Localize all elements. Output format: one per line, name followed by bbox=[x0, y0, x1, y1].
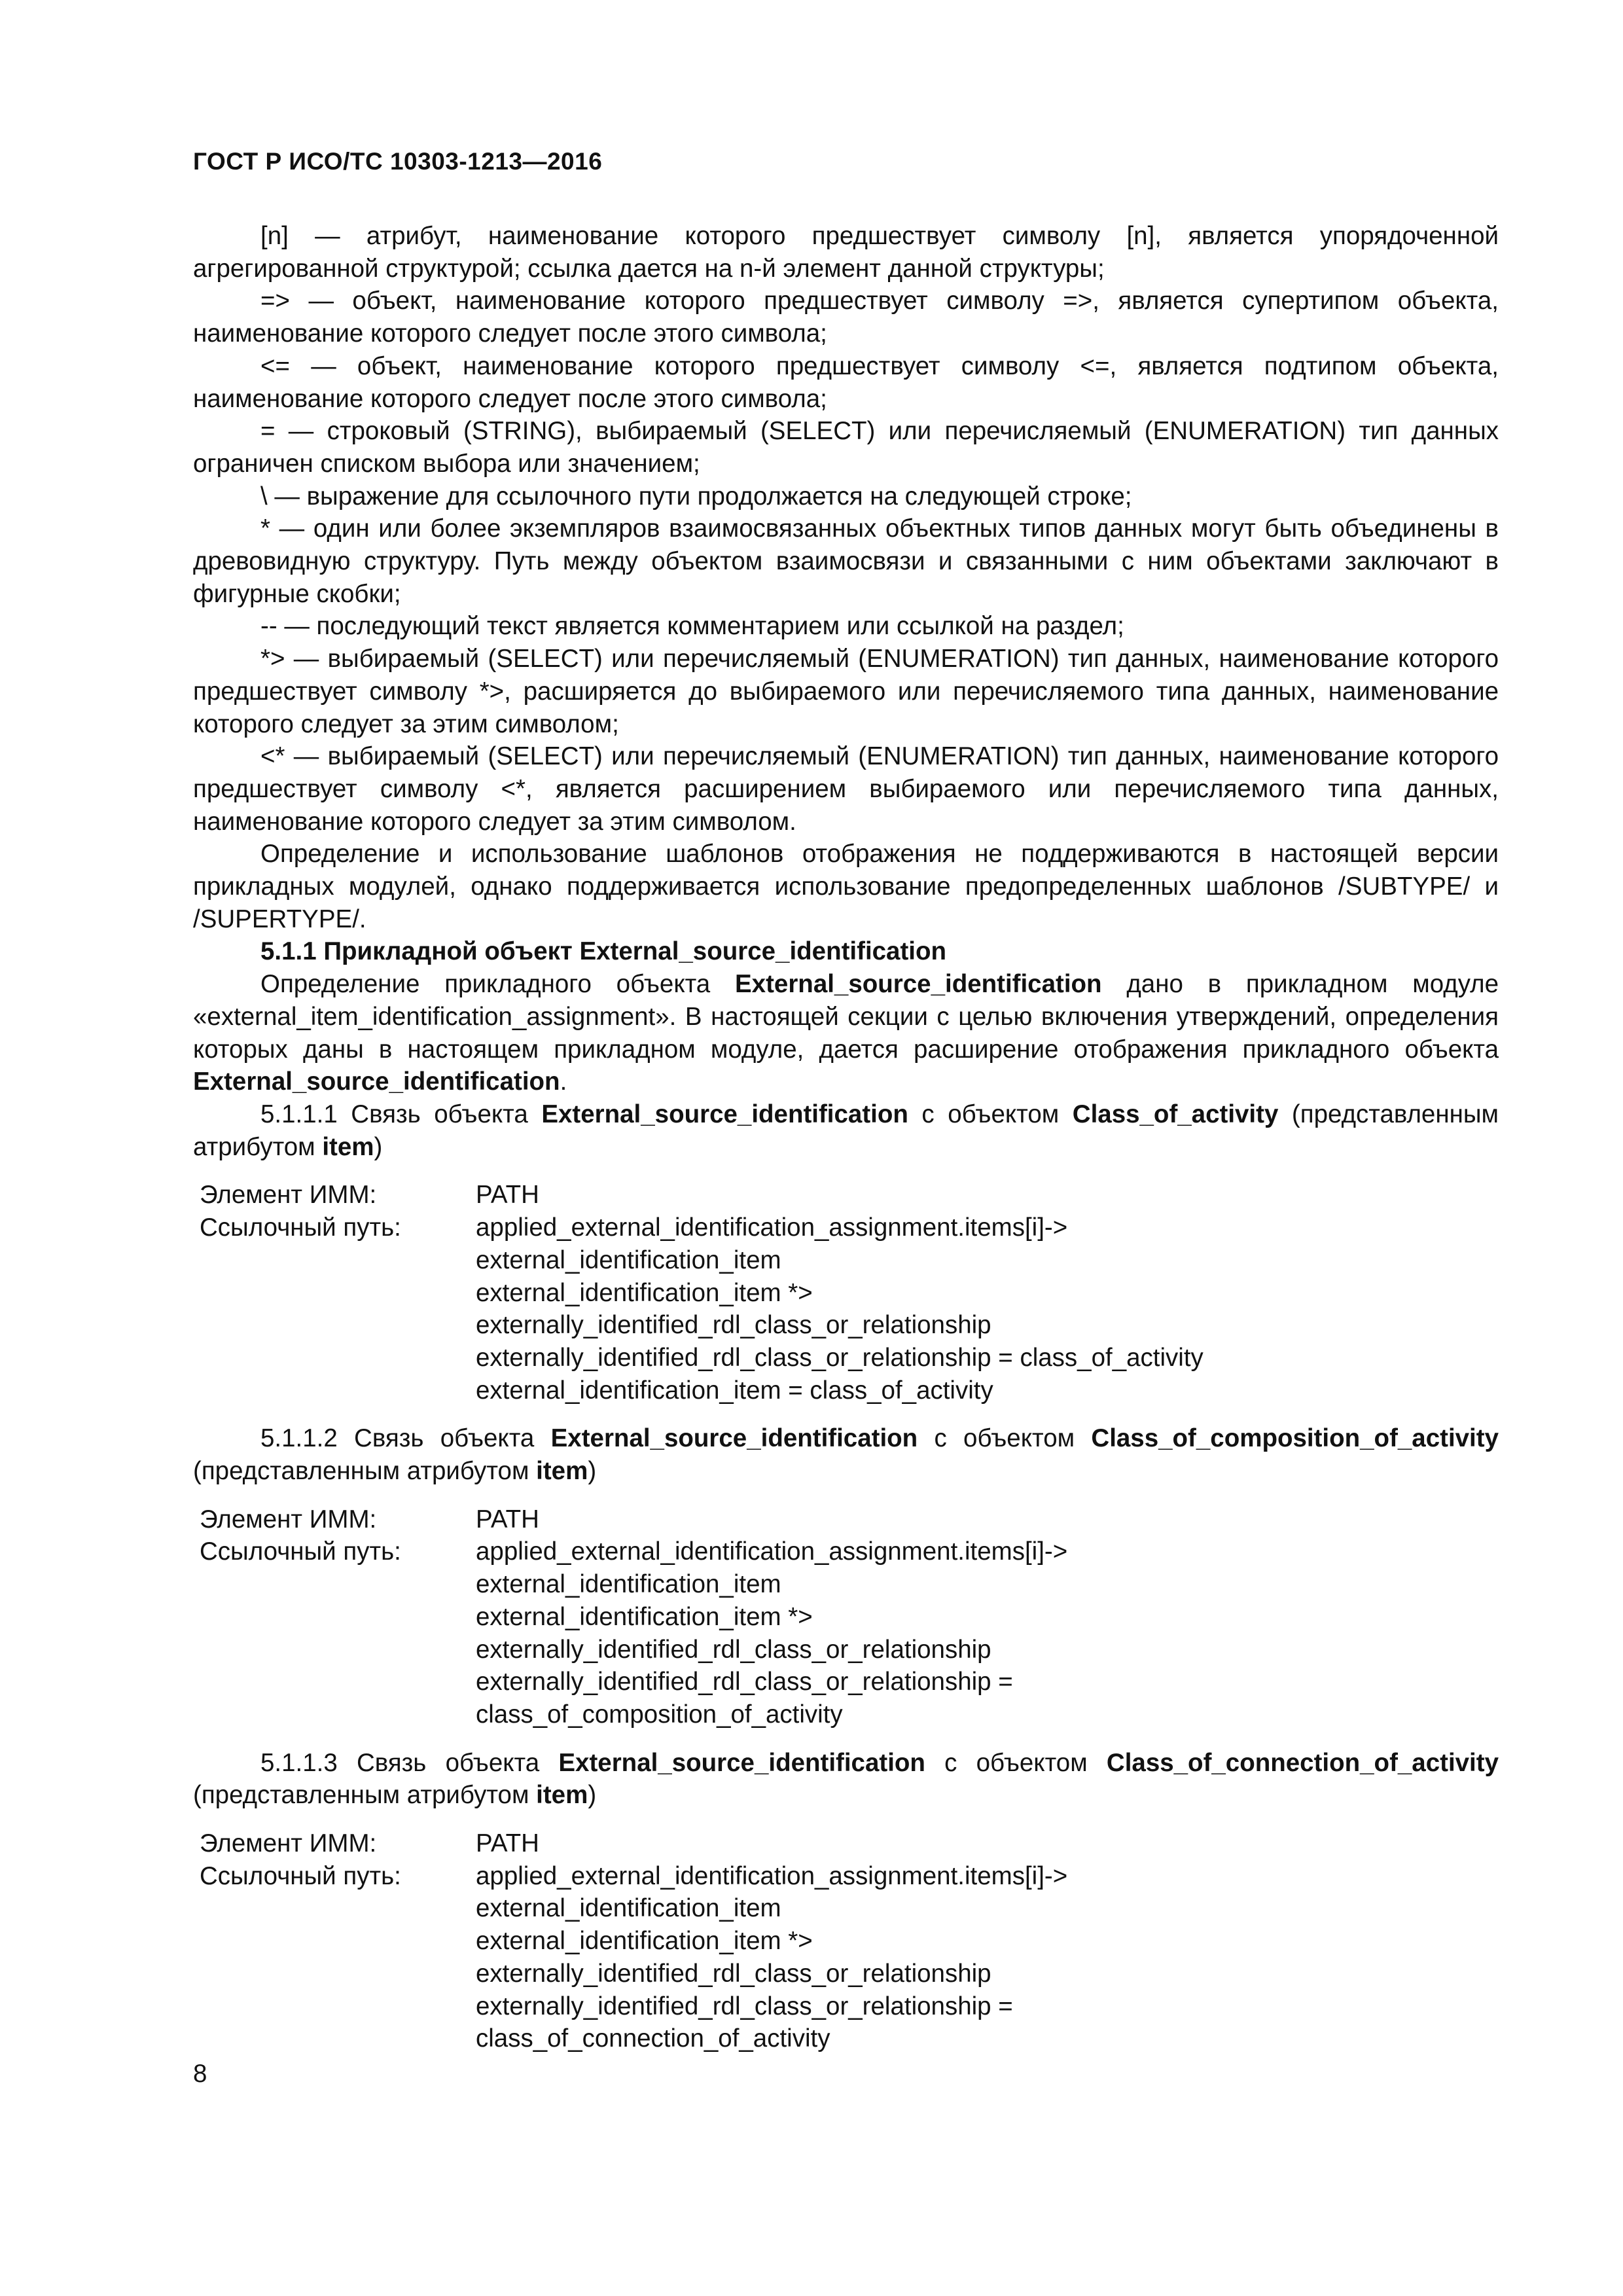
text-run: Связь объекта bbox=[337, 1424, 551, 1453]
text-run: ) bbox=[374, 1132, 383, 1161]
definition-item: <* — выбираемый (SELECT) или перечисляемый (ENUMERATION) тип данных, наименование которого предшествует символу <*, является расширением выбираемого или перечисляемого типа данных, наименование которого следует за этим символом. bbox=[193, 742, 1499, 836]
definition-item: -- — последующий текст является комментарием или ссылкой на раздел; bbox=[260, 612, 1124, 641]
reference-path-label: Ссылочный путь: bbox=[200, 1213, 401, 1242]
reference-path bbox=[476, 1860, 1499, 2055]
text-run: Определение прикладного объекта bbox=[260, 970, 735, 999]
object-name: External_source_identification bbox=[558, 1748, 925, 1777]
object-name: Class_of_composition_of_activity bbox=[1091, 1424, 1499, 1453]
path-line: externally_identified_rdl_class_or_relationship bbox=[476, 1311, 991, 1340]
aim-element-row bbox=[200, 1179, 1499, 1211]
path-line: external_identification_item *> bbox=[476, 1927, 813, 1956]
definition-item: [n] — атрибут, наименование которого предшествует символу [n], является упорядоченной агрегированной структурой; ссылка дается на n-й элемент данной структуры; bbox=[193, 222, 1499, 283]
aim-element-value: PATH bbox=[476, 1181, 539, 1210]
definition-item: = — строковый (STRING), выбираемый (SELECT) или перечисляемый (ENUMERATION) тип данных ограничен списком выбора или значением; bbox=[193, 417, 1499, 478]
path-line: applied_external_identification_assignment.items[i]-> bbox=[476, 1213, 1068, 1242]
templates-note: Определение и использование шаблонов отображения не поддерживаются в настоящей версии прикладных модулей, однако поддерживается использование предопределенных шаблонов /SUBTYPE/ и /SUPERTYPE/. bbox=[193, 840, 1499, 933]
path-line: external_identification_item bbox=[476, 1246, 781, 1274]
aim-element-value: PATH bbox=[476, 1505, 539, 1534]
path-line: externally_identified_rdl_class_or_relationship = bbox=[476, 1668, 1013, 1696]
text-run: с объектом bbox=[925, 1748, 1107, 1777]
path-line: external_identification_item bbox=[476, 1570, 781, 1599]
reference-path-row bbox=[200, 1860, 1499, 2055]
mapping-block bbox=[200, 1827, 1499, 2055]
attribute-name: item bbox=[322, 1132, 374, 1161]
definition-item: * — один или более экземпляров взаимосвязанных объектных типов данных могут быть объединены в древовидную структуру. Путь между объектом взаимосвязи и связанными с ним объектами заключают в фигурные скобки; bbox=[193, 514, 1499, 608]
document-body bbox=[193, 220, 1499, 2071]
text-run: ) bbox=[588, 1781, 597, 1810]
definition-item: \ — выражение для ссылочного пути продолжается на следующей строке; bbox=[260, 482, 1132, 511]
page-header: ГОСТ Р ИСО/ТС 10303-1213—2016 bbox=[193, 148, 603, 175]
reference-path-label: Ссылочный путь: bbox=[200, 1861, 401, 1890]
object-name: External_source_identification bbox=[541, 1100, 908, 1128]
text-run: с объектом bbox=[908, 1100, 1073, 1128]
section-heading: 5.1.1 Прикладной объект External_source_identification bbox=[260, 937, 947, 966]
text-run: с объектом bbox=[918, 1424, 1092, 1453]
text-run: (представленным атрибутом bbox=[193, 1457, 537, 1486]
aim-element-row bbox=[200, 1827, 1499, 1860]
subsection-title bbox=[193, 1747, 1499, 1812]
object-name: External_source_identification bbox=[550, 1424, 918, 1453]
path-line: applied_external_identification_assignment.items[i]-> bbox=[476, 1861, 1068, 1890]
path-line: externally_identified_rdl_class_or_relationship = class_of_activity bbox=[476, 1343, 1204, 1372]
path-line: external_identification_item *> bbox=[476, 1602, 813, 1631]
path-line: class_of_connection_of_activity bbox=[476, 2024, 830, 2053]
path-line: externally_identified_rdl_class_or_relationship bbox=[476, 1635, 991, 1664]
aim-element-label: Элемент ИММ: bbox=[200, 1505, 377, 1534]
subsection-number: 5.1.1.1 bbox=[260, 1100, 338, 1128]
aim-element-label: Элемент ИММ: bbox=[200, 1181, 377, 1210]
mapping-block bbox=[200, 1179, 1499, 1407]
object-name: Class_of_activity bbox=[1072, 1100, 1279, 1128]
object-name: Class_of_connection_of_activity bbox=[1106, 1748, 1499, 1777]
reference-path-row bbox=[200, 1211, 1499, 1407]
attribute-name: item bbox=[536, 1457, 588, 1486]
object-name: External_source_identification bbox=[193, 1067, 560, 1096]
path-line: class_of_composition_of_activity bbox=[476, 1700, 843, 1729]
definition-item: *> — выбираемый (SELECT) или перечисляемый (ENUMERATION) тип данных, наименование которого предшествует символу *>, расширяется до выбираемого или перечисляемого типа данных, наименование которого следует за этим символом; bbox=[193, 645, 1499, 738]
subsection-number: 5.1.1.3 bbox=[260, 1748, 338, 1777]
page-number: 8 bbox=[193, 2060, 207, 2088]
subsection-title bbox=[193, 1422, 1499, 1487]
reference-path-row bbox=[200, 1535, 1499, 1731]
definition-item: <= — объект, наименование которого предшествует символу <=, является подтипом объекта, наименование которого следует после этого символа; bbox=[193, 351, 1499, 413]
subsection-number: 5.1.1.2 bbox=[260, 1424, 338, 1453]
mapping-block bbox=[200, 1503, 1499, 1731]
text-run: дано в прикладном модуле «external_item_identification_assignment». В настоящей секции с целью включения утверждений, определения которых даны в настоящем прикладном модуле, дается расширение отображения прикладного объекта bbox=[193, 970, 1499, 1064]
text-run: . bbox=[560, 1067, 567, 1096]
path-line: external_identification_item = class_of_activity bbox=[476, 1376, 993, 1405]
text-run: (представленным атрибутом bbox=[193, 1781, 537, 1810]
path-line: externally_identified_rdl_class_or_relationship bbox=[476, 1959, 991, 1988]
aim-element-value: PATH bbox=[476, 1829, 539, 1858]
object-name: External_source_identification bbox=[735, 970, 1102, 999]
reference-path-label: Ссылочный путь: bbox=[200, 1537, 401, 1566]
definition-item: => — объект, наименование которого предшествует символу =>, является супертипом объекта, наименование которого следует после этого символа; bbox=[193, 287, 1499, 348]
reference-path bbox=[476, 1211, 1499, 1407]
text-run: Связь объекта bbox=[337, 1100, 542, 1128]
path-line: external_identification_item *> bbox=[476, 1278, 813, 1307]
text-run: (представленным атрибутом bbox=[193, 1100, 1499, 1161]
aim-element-label: Элемент ИММ: bbox=[200, 1829, 377, 1858]
reference-path bbox=[476, 1535, 1499, 1731]
attribute-name: item bbox=[536, 1781, 588, 1810]
subsection-title bbox=[193, 1098, 1499, 1163]
text-run: ) bbox=[588, 1457, 597, 1486]
section-paragraph bbox=[193, 968, 1499, 1098]
path-line: applied_external_identification_assignment.items[i]-> bbox=[476, 1537, 1068, 1566]
path-line: externally_identified_rdl_class_or_relationship = bbox=[476, 1992, 1013, 2020]
aim-element-row bbox=[200, 1503, 1499, 1536]
text-run: Связь объекта bbox=[337, 1748, 559, 1777]
path-line: external_identification_item bbox=[476, 1894, 781, 1923]
